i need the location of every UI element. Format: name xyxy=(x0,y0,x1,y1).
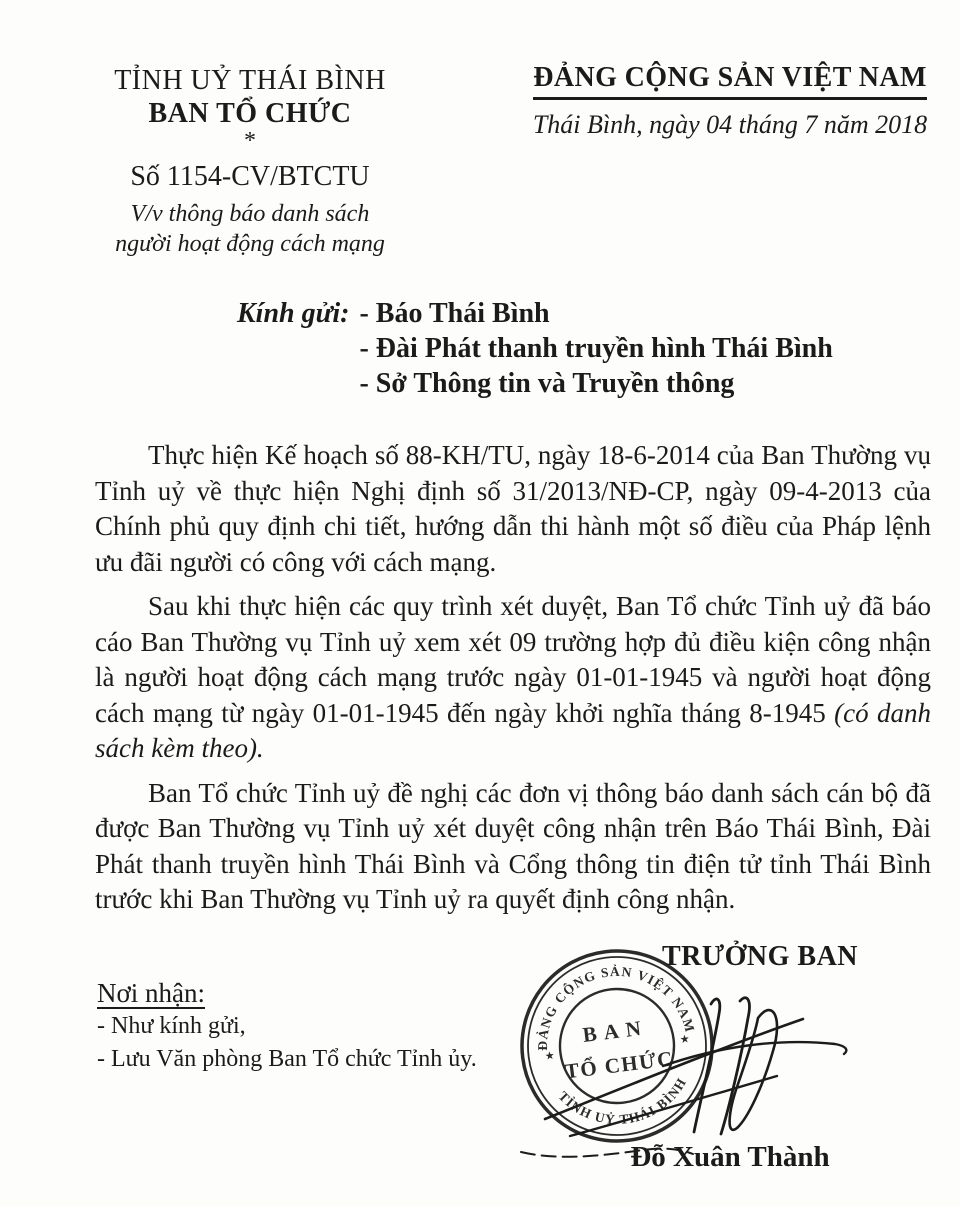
signer-name: Đỗ Xuân Thành xyxy=(630,1141,830,1173)
seal-bottom-textpath: TỈNH UỶ THÁI BÌNH xyxy=(555,1074,690,1128)
paragraph-3: Ban Tổ chức Tỉnh uỷ đề nghị các đơn vị thông báo danh sách cán bộ đã được Ban Thường vụ Tỉnh uỷ xét duyệt công nhận trên Báo Thái Bình, Đài Phát thanh truyền hình Thái Bình và Cổng thông tin điện tử tỉnh Thái Bình trước khi Ban Thường vụ Tỉnh uỷ ra quyết định công nhận. xyxy=(95,777,931,914)
recipient-lines xyxy=(359,296,832,401)
place-date-line: Thái Bình, ngày 04 tháng 7 năm 2018 xyxy=(532,110,928,139)
signature-loop xyxy=(730,1010,777,1130)
issuing-org-block xyxy=(80,64,420,259)
doc-number: Số 1154-CV/BTCTU xyxy=(130,161,370,192)
recipients-block xyxy=(237,296,833,401)
noi-nhan-item: - Lưu Văn phòng Ban Tổ chức Tỉnh ủy. xyxy=(97,1046,477,1072)
star-separator: * xyxy=(244,128,256,154)
paragraph-1: Thực hiện Kế hoạch số 88-KH/TU, ngày 18-6-2014 của Ban Thường vụ Tỉnh uỷ về thực hiện Nghị định số 31/2013/NĐ-CP, ngày 09-4-2013 của Chính phủ quy định chi tiết, hướng dẫn thi hành một số điều của Pháp lệnh ưu đãi người có công với cách mạng. xyxy=(95,440,931,577)
signature-scribble xyxy=(521,998,846,1157)
seal-inner-circle xyxy=(553,982,680,1109)
seal-center-line1: BAN xyxy=(581,1015,650,1048)
recipient-line: - Báo Thái Bình xyxy=(359,298,550,329)
paragraph-2-italic-note: (có danh sách kèm theo). xyxy=(95,697,931,763)
seal-outer-circle xyxy=(515,946,723,1152)
noi-nhan-block xyxy=(97,976,477,1076)
doc-subject-line2: người hoạt động cách mạng xyxy=(115,231,385,257)
signature-stroke xyxy=(545,1019,803,1119)
doc-subject-line1: V/v thông báo danh sách xyxy=(130,201,370,227)
star-icon-left: ★ xyxy=(544,1049,556,1063)
seal-top-arc-path xyxy=(539,968,689,1078)
dept-name: BAN TỔ CHỨC xyxy=(148,98,352,129)
recipient-line: - Đài Phát thanh truyền hình Thái Bình xyxy=(359,333,833,364)
signature-stroke xyxy=(570,1076,777,1136)
paragraph-2 xyxy=(95,589,931,767)
seal-center-line2: TỔ CHỨC xyxy=(563,1046,676,1084)
seal-group xyxy=(515,946,723,1152)
seal-bottom-arc-path xyxy=(555,1076,694,1131)
signer-title: TRƯỞNG BAN xyxy=(661,941,859,972)
seal-top-textpath: ĐẢNG CỘNG SẢN VIỆT NAM xyxy=(534,963,698,1051)
recipients-label: Kính gửi: xyxy=(237,298,350,329)
signature-stroke xyxy=(694,999,720,1132)
org-name: TỈNH UỶ THÁI BÌNH xyxy=(114,65,386,96)
body-block xyxy=(95,438,931,927)
star-icon-right: ★ xyxy=(679,1033,691,1047)
paragraph-2-main: Sau khi thực hiện các quy trình xét duyệt, Ban Tổ chức Tỉnh uỷ đã báo cáo Ban Thường vụ Tỉnh uỷ xem xét 09 trường hợp đủ điều kiện công nhận là người hoạt động cách mạng trước ngày 01-01-1945 và người hoạt động cách mạng từ ngày 01-01-1945 đến ngày khởi nghĩa tháng 8-1945 xyxy=(95,591,931,728)
seal-bottom-text xyxy=(554,1073,694,1134)
party-name: ĐẢNG CỘNG SẢN VIỆT NAM xyxy=(533,62,927,100)
noi-nhan-item: - Như kính gửi, xyxy=(97,1013,246,1039)
noi-nhan-label: Nơi nhận: xyxy=(97,978,206,1008)
signature-stroke xyxy=(663,1042,846,1066)
signature-stroke xyxy=(721,998,749,1134)
seal-outer-inner-ring xyxy=(518,947,716,1145)
national-motto-block xyxy=(515,62,945,141)
recipient-line: - Sở Thông tin và Truyền thông xyxy=(359,368,735,399)
